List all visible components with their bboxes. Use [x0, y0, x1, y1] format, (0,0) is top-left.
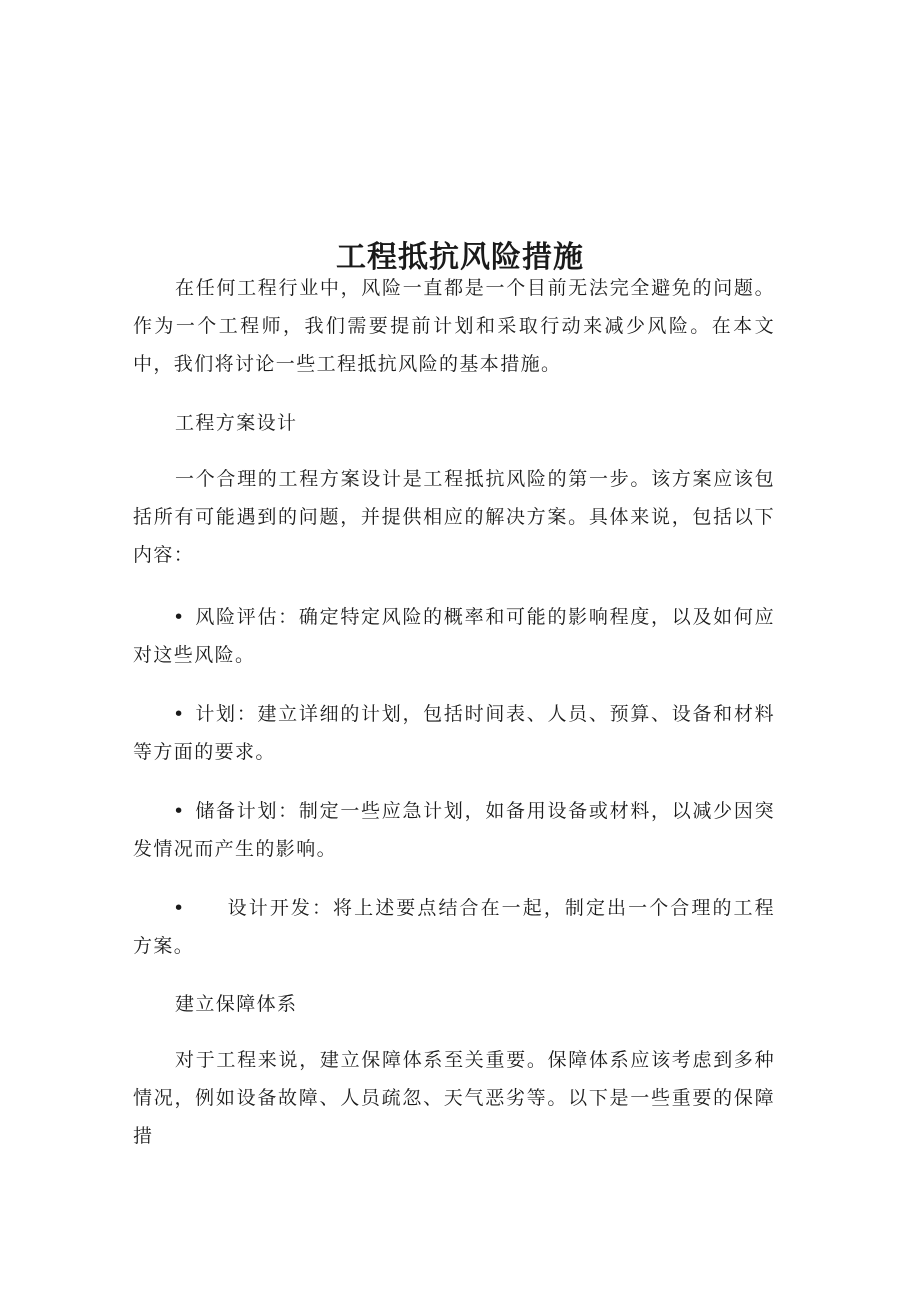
bullet-icon: •: [173, 703, 186, 725]
bullet-icon: •: [173, 897, 186, 919]
section-paragraph-assurance: 对于工程来说，建立保障体系至关重要。保障体系应该考虑到多种情况，例如设备故障、人员疏忽、天气恶劣等。以下是一些重要的保障措: [133, 1049, 775, 1147]
list-item: [133, 598, 775, 674]
section-heading-design: 工程方案设计: [175, 412, 298, 434]
list-item: [133, 792, 775, 868]
list-item: [133, 695, 775, 771]
list-item-text: 设计开发：将上述要点结合在一起，制定出一个合理的工程方案。: [133, 897, 775, 957]
section-heading-assurance: 建立保障体系: [175, 993, 298, 1015]
intro-paragraph: 在任何工程行业中，风险一直都是一个目前无法完全避免的问题。作为一个工程师，我们需要提前计划和采取行动来减少风险。在本文中，我们将讨论一些工程抵抗风险的基本措施。: [133, 277, 775, 375]
list-item-text: 风险评估：确定特定风险的概率和可能的影响程度，以及如何应对这些风险。: [133, 606, 775, 666]
list-item-text: 储备计划：制定一些应急计划，如备用设备或材料，以减少因突发情况而产生的影响。: [133, 800, 775, 860]
page-title: 工程抵抗风险措施: [336, 240, 584, 276]
bullet-icon: •: [173, 606, 186, 628]
list-item-text: 计划：建立详细的计划，包括时间表、人员、预算、设备和材料等方面的要求。: [133, 703, 775, 763]
bullet-icon: •: [173, 800, 186, 822]
section-paragraph-design: 一个合理的工程方案设计是工程抵抗风险的第一步。该方案应该包括所有可能遇到的问题，并提供相应的解决方案。具体来说，包括以下内容：: [133, 468, 775, 566]
list-item: [133, 889, 775, 965]
